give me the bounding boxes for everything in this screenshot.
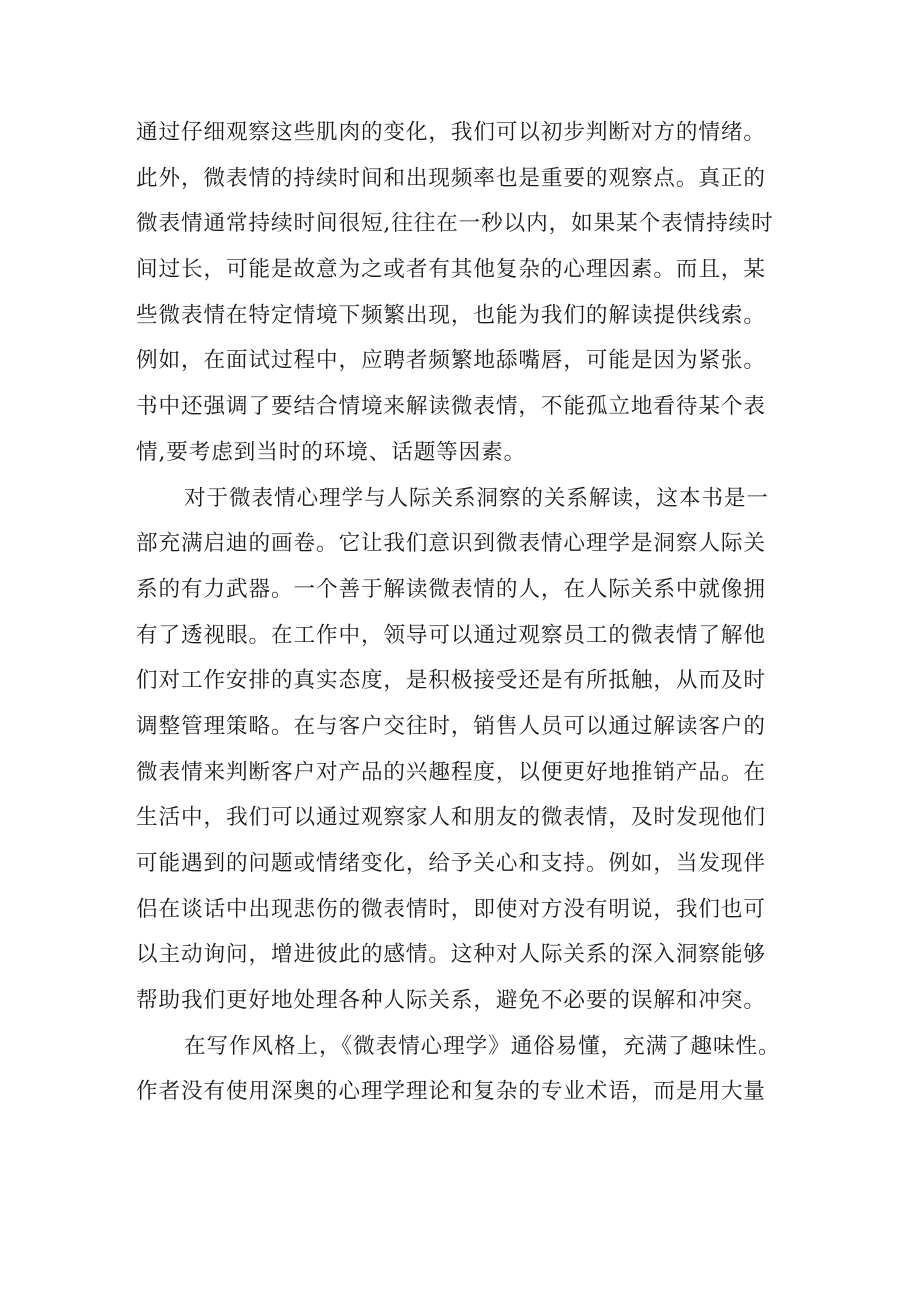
text-line: 通过仔细观察这些肌肉的变化，我们可以初步判断对方的情绪。 — [136, 120, 766, 145]
text-line: 间过长，可能是故意为之或者有其他复杂的心理因素。而且，某 — [136, 257, 766, 283]
paragraph-start-line: 在写作风格上，《微表情心理学》通俗易懂，充满了趣味性。 — [184, 1033, 781, 1059]
text-line: 书中还强调了要结合情境来解读微表情，不能孤立地看待某个表 — [136, 394, 766, 420]
text-line: 此外，微表情的持续时间和出现频率也是重要的观察点。真正的 — [136, 165, 766, 191]
text-line: 有了透视眼。在工作中，领导可以通过观察员工的微表情了解他 — [136, 622, 766, 648]
paragraph-start-line: 对于微表情心理学与人际关系洞察的关系解读，这本书是一 — [184, 485, 769, 511]
text-line: 些微表情在特定情境下频繁出现，也能为我们的解读提供线索。 — [136, 302, 766, 328]
text-line: 帮助我们更好地处理各种人际关系，避免不必要的误解和冲突。 — [136, 988, 766, 1014]
text-line: 们对工作安排的真实态度，是积极接受还是有所抵触，从而及时 — [136, 668, 766, 694]
body-text — [136, 110, 796, 1115]
text-line: 以主动询问，增进彼此的感情。这种对人际关系的深入洞察能够 — [136, 942, 766, 968]
text-line: 部充满启迪的画卷。它让我们意识到微表情心理学是洞察人际关 — [136, 531, 766, 557]
text-line: 侣在谈话中出现悲伤的微表情时，即使对方没有明说，我们也可 — [136, 896, 766, 922]
text-line: 系的有力武器。一个善于解读微表情的人，在人际关系中就像拥 — [136, 576, 766, 602]
text-line: 微表情通常持续时间很短,往往在一秒以内，如果某个表情持续时 — [136, 211, 774, 237]
text-line: 生活中，我们可以通过观察家人和朋友的微表情，及时发现他们 — [136, 805, 766, 831]
text-line: 情,要考虑到当时的环境、话题等因素。 — [136, 439, 527, 465]
text-line: 作者没有使用深奥的心理学理论和复杂的专业术语，而是用大量 — [136, 1079, 766, 1105]
text-line: 例如，在面试过程中，应聘者频繁地舔嘴唇，可能是因为紧张。 — [136, 348, 766, 374]
text-line: 可能遇到的问题或情绪变化，给予关心和支持。例如，当发现伴 — [136, 851, 766, 876]
text-line: 微表情来判断客户对产品的兴趣程度，以便更好地推销产品。在 — [136, 759, 766, 785]
text-line: 调整管理策略。在与客户交往时，销售人员可以通过解读客户的 — [136, 713, 766, 739]
